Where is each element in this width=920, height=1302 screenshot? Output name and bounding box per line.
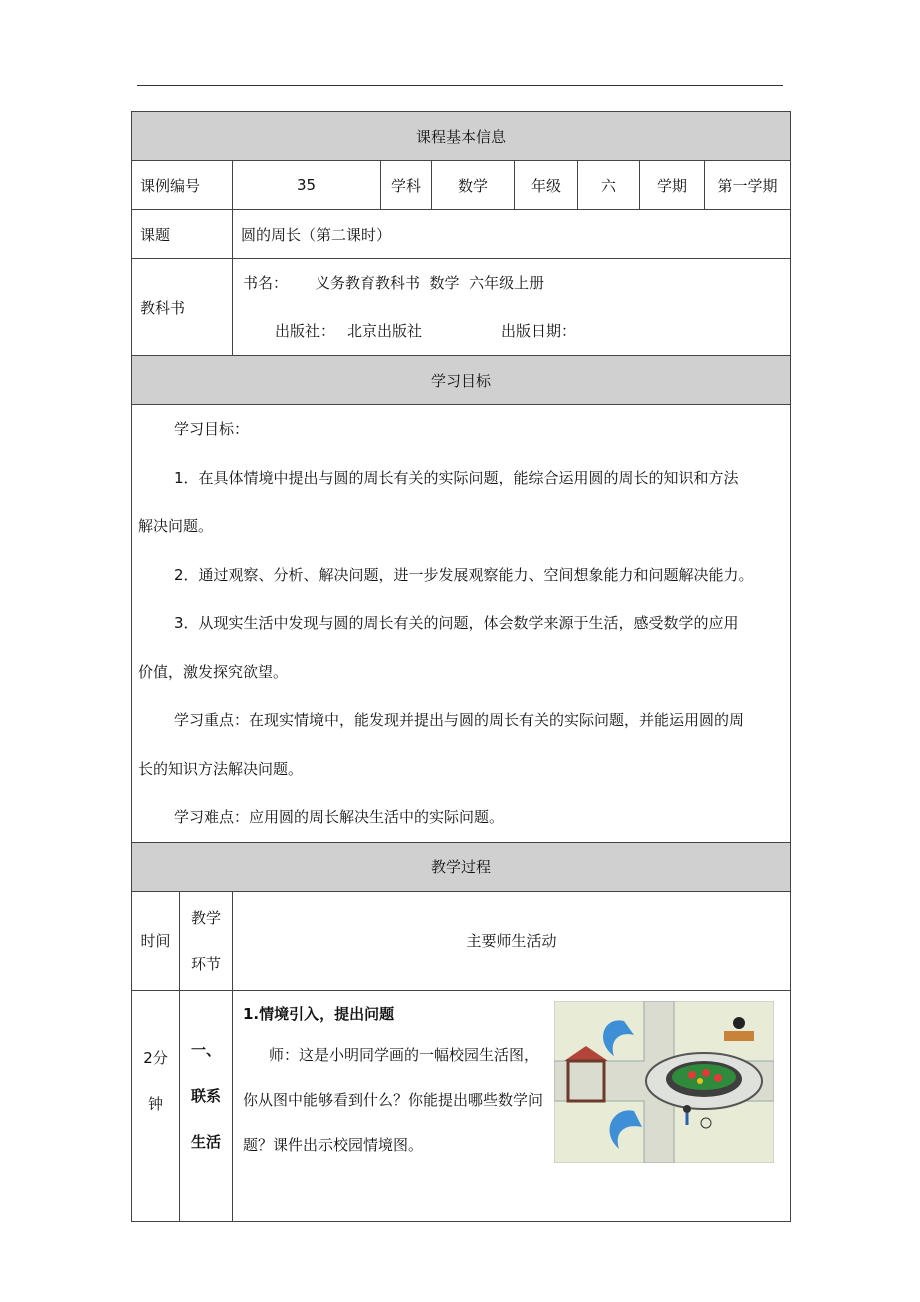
key-point: 学习重点：在现实情境中，能发现并提出与圆的周长有关的实际问题，并能运用圆的周 (174, 711, 745, 729)
col-time-header: 时间 (132, 891, 180, 990)
row1-stage (180, 990, 233, 1221)
term-label: 学期 (640, 161, 705, 210)
lesson-plan-table (131, 111, 791, 1222)
col-activity-header: 主要师生活动 (233, 891, 791, 990)
row1-stage-line3: 生活 (190, 1132, 221, 1151)
key-point-cont: 长的知识方法解决问题。 (138, 759, 304, 778)
section-header-info: 课程基本信息 (132, 112, 791, 161)
subject-value: 数学 (432, 161, 515, 210)
row1-time (132, 990, 180, 1221)
difficulty: 学习难点：应用圆的周长解决生活中的实际问题。 (174, 808, 505, 826)
subject-label: 学科 (381, 161, 432, 210)
campus-scene-image (554, 1001, 774, 1163)
col-stage-line1: 教学 (190, 908, 221, 927)
row1-text: 师：这是小明同学画的一幅校园生活图，你从图中能够看到什么？你能提出哪些数学问题？课件出示校园情境图。 (243, 1045, 544, 1154)
grade-value: 六 (578, 161, 640, 210)
row1-stage-line2: 联系 (190, 1086, 221, 1105)
goal-2: 2．通过观察、分析、解决问题，进一步发展观察能力、空间想象能力和问题解决能力。 (174, 565, 754, 584)
row1-title: 1.情境引入，提出问题 (243, 1004, 395, 1023)
publisher-label: 出版社： (275, 322, 336, 340)
term-value: 第一学期 (705, 161, 791, 210)
header-rule (137, 85, 783, 86)
row1-time-line1: 2分 (143, 1048, 168, 1067)
col-stage-header (180, 891, 233, 990)
section-header-goals: 学习目标 (132, 356, 791, 405)
topic-value: 圆的周长（第二课时） (233, 210, 791, 259)
publisher: 北京出版社 (347, 322, 423, 340)
row1-stage-line1: 一、 (190, 1040, 221, 1059)
goal-3: 3．从现实生活中发现与圆的周长有关的问题，体会数学来源于生活，感受数学的应用 (174, 614, 739, 632)
pub-date-label: 出版日期： (501, 322, 577, 340)
lesson-no-value: 35 (233, 161, 381, 210)
goals-intro: 学习目标： (174, 420, 250, 438)
goal-1: 1．在具体情境中提出与圆的周长有关的实际问题，能综合运用圆的周长的知识和方法 (174, 468, 739, 487)
topic-label: 课题 (132, 210, 233, 259)
book-name: 义务教育教科书 数学 六年级上册 (315, 274, 545, 292)
section-header-process: 教学过程 (132, 842, 791, 891)
textbook-label: 教科书 (132, 259, 233, 356)
col-stage-line2: 环节 (190, 954, 221, 973)
grade-label: 年级 (515, 161, 578, 210)
goals-body (132, 405, 791, 843)
lesson-no-label: 课例编号 (132, 161, 233, 210)
book-name-label: 书名： (243, 274, 289, 292)
textbook-details (233, 259, 791, 356)
row1-activity (233, 990, 791, 1221)
goal-1-cont: 解决问题。 (138, 517, 214, 535)
goal-3-cont: 价值，激发探究欲望。 (138, 662, 289, 681)
row1-time-line2: 钟 (147, 1094, 163, 1113)
